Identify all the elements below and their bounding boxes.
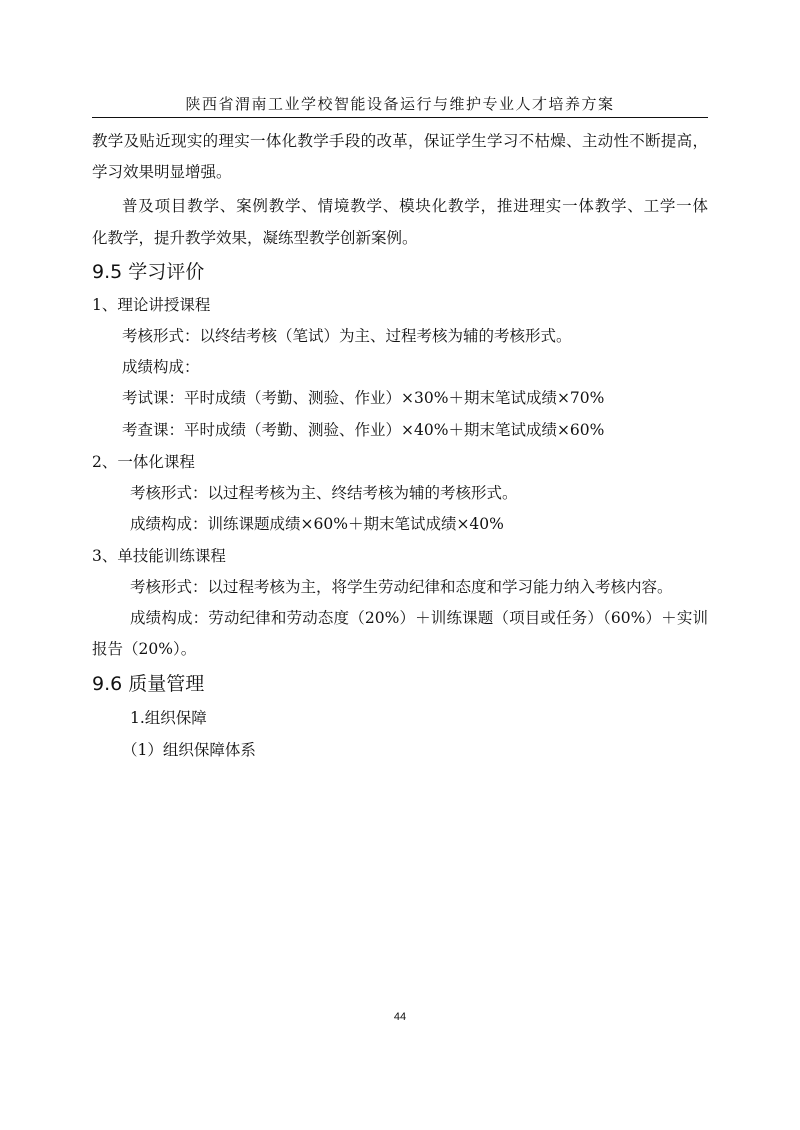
page-number: 44 bbox=[393, 1011, 407, 1023]
subsection-org-guarantee: 1.组织保障 bbox=[130, 709, 207, 727]
item1-composition-label: 成绩构成： bbox=[122, 358, 200, 376]
item1-check-formula: 考查课：平时成绩（考勤、测验、作业）×40%＋期末笔试成绩×60% bbox=[122, 421, 605, 439]
para2-line1: 普及项目教学、案例教学、情境教学、模块化教学，推进理实一体教学、工学一体 bbox=[122, 197, 708, 215]
header-divider bbox=[92, 117, 708, 118]
item3-form: 考核形式：以过程考核为主，将学生劳动纪律和态度和学习能力纳入考核内容。 bbox=[130, 578, 673, 596]
section-heading-9-5: 9.5 学习评价 bbox=[92, 261, 205, 283]
para2-line2: 化教学，提升教学效果，凝练型教学创新案例。 bbox=[92, 229, 418, 247]
item3-title: 3、单技能训练课程 bbox=[92, 547, 226, 565]
item2-form: 考核形式：以过程考核为主、终结考核为辅的考核形式。 bbox=[130, 484, 518, 502]
item2-title: 2、一体化课程 bbox=[92, 453, 195, 471]
subsection-org-system: （1）组织保障体系 bbox=[122, 741, 256, 759]
item1-form: 考核形式：以终结考核（笔试）为主、过程考核为辅的考核形式。 bbox=[122, 327, 572, 345]
section-heading-9-6: 9.6 质量管理 bbox=[92, 673, 205, 695]
item2-composition: 成绩构成：训练课题成绩×60%＋期末笔试成绩×40% bbox=[130, 515, 504, 533]
page-header: 陕西省渭南工业学校智能设备运行与维护专业人才培养方案 bbox=[185, 95, 615, 113]
para1-line2: 学习效果明显增强。 bbox=[92, 163, 232, 181]
item3-composition-line2: 报告（20%）。 bbox=[92, 640, 197, 658]
item3-composition-line1: 成绩构成：劳动纪律和劳动态度（20%）＋训练课题（项目或任务）（60%）＋实训 bbox=[130, 609, 708, 627]
para1-line1: 教学及贴近现实的理实一体化教学手段的改革，保证学生学习不枯燥、主动性不断提高， bbox=[92, 132, 708, 150]
item1-exam-formula: 考试课：平时成绩（考勤、测验、作业）×30%＋期末笔试成绩×70% bbox=[122, 389, 605, 407]
item1-title: 1、理论讲授课程 bbox=[92, 296, 211, 314]
